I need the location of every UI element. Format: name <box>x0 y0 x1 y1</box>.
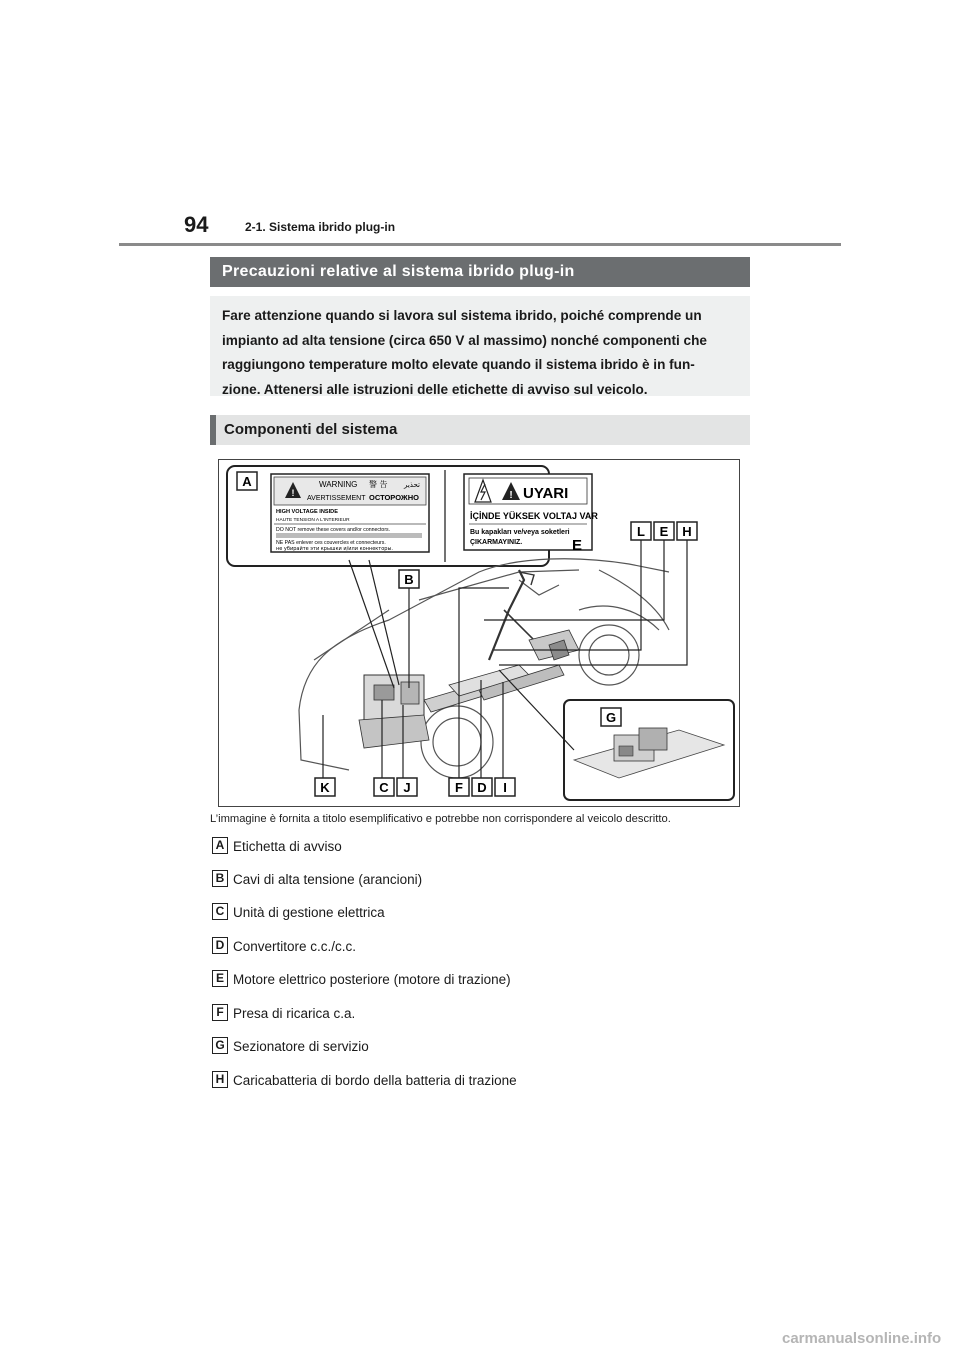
callout-i <box>495 778 515 796</box>
callout-f <box>449 778 469 796</box>
section-title: 2-1. Sistema ibrido plug-in <box>245 220 396 234</box>
subheading: Componenti del sistema <box>210 415 750 445</box>
callout-j <box>397 778 417 796</box>
legend-text: Sezionatore di servizio <box>233 1039 369 1054</box>
list-item <box>212 903 752 923</box>
label-line3: не убирайте эти крышки и/или коннекторы. <box>276 546 393 552</box>
callout-g-text: G <box>605 710 617 725</box>
header-rule <box>119 243 841 246</box>
label-haute-tension: HAUTE TENSION A L'INTERIEUR <box>276 518 350 523</box>
callout-d <box>472 778 492 796</box>
callout-l <box>631 522 651 540</box>
label-uyari: UYARI <box>523 485 569 502</box>
list-item <box>212 1071 752 1091</box>
callout-f-text: F <box>455 780 463 795</box>
list-item <box>212 1004 752 1024</box>
callout-l-text: L <box>637 524 645 539</box>
vehicle-illustration <box>219 460 741 808</box>
list-item <box>212 870 752 890</box>
list-item <box>212 837 752 857</box>
callout-b <box>399 570 419 588</box>
callout-k-text: K <box>320 780 330 795</box>
label-tr-line2: ÇIKARMAYINIZ. <box>470 539 523 546</box>
label-warning: WARNING <box>319 480 358 489</box>
callout-h <box>677 522 697 540</box>
label-high-voltage: HIGH VOLTAGE INSIDE <box>276 509 338 515</box>
legend-key: E <box>212 970 228 987</box>
legend-text: Motore elettrico posteriore (motore di trazione) <box>233 972 511 987</box>
label-line2: NE PAS enlever ces couvercles et connecteurs. <box>276 540 386 546</box>
callout-h-text: H <box>682 524 692 539</box>
callout-i-text: I <box>503 780 507 795</box>
callout-c-text: C <box>379 780 389 795</box>
legend-key: H <box>212 1071 228 1088</box>
notice-box <box>210 296 750 396</box>
callout-d-text: D <box>477 780 487 795</box>
callout-a-text: A <box>242 474 252 489</box>
label-line1: DO NOT remove these covers and/or connectors. <box>276 527 391 533</box>
legend-key: C <box>212 903 228 920</box>
label-tr-line1: Bu kapakları ve/veya soketleri <box>470 529 570 536</box>
list-item <box>212 937 752 957</box>
legend-key: D <box>212 937 228 954</box>
callout-g <box>601 708 621 726</box>
callout-e-inline: E <box>572 537 583 554</box>
label-avertissement: AVERTISSEMENT <box>307 495 366 502</box>
figure-caption: L’immagine è fornita a titolo esemplificativo e potrebbe non corrispondere al veicolo descritto. <box>210 813 671 825</box>
callout-k <box>315 778 335 796</box>
legend-text: Presa di ricarica c.a. <box>233 1006 356 1021</box>
callout-e <box>654 522 674 540</box>
legend-key: A <box>212 837 228 854</box>
legend-text: Cavi di alta tensione (arancioni) <box>233 872 423 887</box>
legend-text: Convertitore c.c./c.c. <box>233 939 357 954</box>
list-item <box>212 970 752 990</box>
label-arabic: تحذير <box>404 481 420 489</box>
section-banner: Precauzioni relative al sistema ibrido plug-in <box>210 257 750 287</box>
list-item <box>212 1037 752 1057</box>
legend-text: Etichetta di avviso <box>233 839 342 854</box>
svg-text:!: ! <box>291 488 295 498</box>
legend-key: F <box>212 1004 228 1021</box>
legend-key: G <box>212 1037 228 1054</box>
label-russian: ОСТОРОЖНО <box>369 493 419 502</box>
legend-text: Unità di gestione elettrica <box>233 905 385 920</box>
label-warning-jp: 警 告 <box>369 480 388 489</box>
callout-c <box>374 778 394 796</box>
callout-j-text: J <box>403 780 411 795</box>
notice-line: raggiungono temperature molto elevate quando il sistema ibrido è in fun- <box>222 357 695 372</box>
svg-text:!: ! <box>509 490 513 501</box>
notice-line: impianto ad alta tensione (circa 650 V al massimo) nonché componenti che <box>222 332 707 348</box>
label-icinde: İÇİNDE YÜKSEK VOLTAJ VAR <box>470 511 598 521</box>
legend-key: B <box>212 870 228 887</box>
callout-e-text: E <box>659 524 669 539</box>
page-number: 94 <box>184 212 209 237</box>
vehicle-figure <box>218 459 740 807</box>
callout-b-text: B <box>404 572 414 587</box>
watermark: carmanualsonline.info <box>782 1330 942 1347</box>
legend-text: Caricabatteria di bordo della batteria di trazione <box>233 1073 517 1088</box>
notice-line: zione. Attenersi alle istruzioni delle etichette di avviso sul veicolo. <box>222 381 648 397</box>
notice-line: Fare attenzione quando si lavora sul sistema ibrido, poiché comprende un <box>222 308 702 323</box>
